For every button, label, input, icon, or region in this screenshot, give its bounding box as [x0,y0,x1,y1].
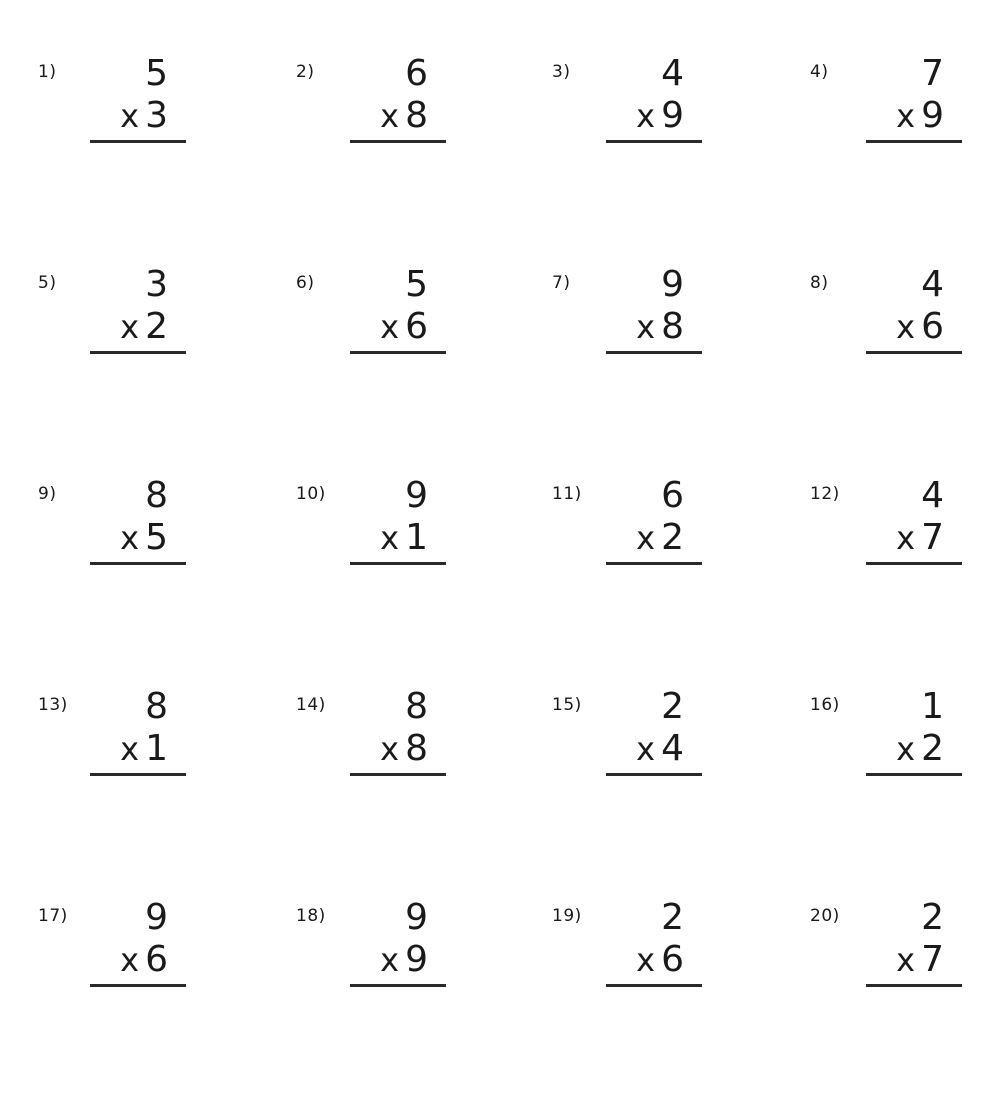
answer-line [90,351,186,354]
top-operand: 4 [921,475,944,516]
answer-line [866,773,962,776]
times-sign: x [380,941,400,979]
top-operand: 8 [405,686,428,727]
times-sign: x [896,519,916,557]
bottom-operand: 9 [661,95,684,136]
top-operand: 7 [921,53,944,94]
bottom-operand: 1 [145,728,168,769]
problem-body [90,896,186,987]
problem-12 [750,474,1000,685]
problem-body [350,263,446,354]
bottom-row [866,307,962,347]
problem-body [90,474,186,565]
problem-number: 6) [296,273,315,293]
answer-line [90,773,186,776]
bottom-operand: 7 [921,939,944,980]
problem-body [350,896,446,987]
problem-number: 20) [810,906,840,926]
problem-body [866,685,962,776]
top-operand: 6 [661,475,684,516]
answer-line [350,773,446,776]
problem-number: 8) [810,273,829,293]
bottom-row [866,96,962,136]
bottom-operand: 9 [921,95,944,136]
problem-number: 2) [296,62,315,82]
problem-number: 16) [810,695,840,715]
answer-line [90,984,186,987]
answer-line [350,562,446,565]
problem-body [606,52,702,143]
answer-line [866,984,962,987]
problem-number: 5) [38,273,57,293]
answer-line [350,140,446,143]
bottom-row [866,518,962,558]
times-sign: x [120,97,140,135]
problem-number: 18) [296,906,326,926]
bottom-operand: 5 [145,517,168,558]
times-sign: x [380,308,400,346]
problem-body [350,474,446,565]
problem-body [350,52,446,143]
problem-6 [250,263,500,474]
problem-body [606,263,702,354]
top-operand: 1 [921,686,944,727]
problem-body [866,474,962,565]
top-operand: 4 [661,53,684,94]
bottom-row [350,96,446,136]
problem-16 [750,685,1000,896]
bottom-operand: 8 [661,306,684,347]
bottom-row [606,96,702,136]
problem-body [350,685,446,776]
problem-14 [250,685,500,896]
problem-10 [250,474,500,685]
answer-line [90,140,186,143]
problem-number: 10) [296,484,326,504]
top-operand: 9 [145,897,168,938]
problem-number: 4) [810,62,829,82]
problem-body [866,263,962,354]
times-sign: x [896,730,916,768]
top-operand: 9 [405,897,428,938]
bottom-row [606,307,702,347]
bottom-row [350,307,446,347]
times-sign: x [896,308,916,346]
problem-20 [750,896,1000,1107]
answer-line [606,773,702,776]
problem-2 [250,52,500,263]
top-operand: 9 [661,264,684,305]
bottom-row [90,96,186,136]
problem-number: 17) [38,906,68,926]
bottom-row [350,940,446,980]
problem-body [606,685,702,776]
problem-19 [500,896,750,1107]
bottom-operand: 1 [405,517,428,558]
bottom-operand: 2 [921,728,944,769]
problem-9 [0,474,250,685]
bottom-operand: 3 [145,95,168,136]
top-operand: 5 [145,53,168,94]
problem-number: 19) [552,906,582,926]
bottom-operand: 4 [661,728,684,769]
problem-number: 9) [38,484,57,504]
top-operand: 3 [145,264,168,305]
bottom-row [350,729,446,769]
problem-18 [250,896,500,1107]
bottom-row [90,518,186,558]
problem-body [606,896,702,987]
problem-body [866,52,962,143]
problem-number: 1) [38,62,57,82]
answer-line [90,562,186,565]
bottom-operand: 8 [405,728,428,769]
times-sign: x [636,941,656,979]
top-operand: 8 [145,475,168,516]
problem-7 [500,263,750,474]
problem-number: 11) [552,484,582,504]
times-sign: x [120,519,140,557]
top-operand: 6 [405,53,428,94]
problem-number: 12) [810,484,840,504]
top-operand: 8 [145,686,168,727]
problem-body [866,896,962,987]
bottom-operand: 6 [661,939,684,980]
answer-line [606,140,702,143]
times-sign: x [896,97,916,135]
times-sign: x [120,308,140,346]
problem-1 [0,52,250,263]
answer-line [350,351,446,354]
top-operand: 9 [405,475,428,516]
bottom-row [606,518,702,558]
times-sign: x [120,941,140,979]
bottom-operand: 7 [921,517,944,558]
answer-line [606,984,702,987]
bottom-row [90,307,186,347]
bottom-row [866,940,962,980]
problem-body [90,685,186,776]
times-sign: x [636,730,656,768]
problem-body [90,52,186,143]
problem-number: 14) [296,695,326,715]
times-sign: x [636,97,656,135]
problem-17 [0,896,250,1107]
bottom-row [350,518,446,558]
problem-number: 3) [552,62,571,82]
times-sign: x [636,308,656,346]
bottom-operand: 2 [661,517,684,558]
top-operand: 2 [661,686,684,727]
answer-line [350,984,446,987]
problem-5 [0,263,250,474]
problem-13 [0,685,250,896]
bottom-row [606,940,702,980]
answer-line [606,351,702,354]
bottom-operand: 6 [405,306,428,347]
times-sign: x [636,519,656,557]
problem-3 [500,52,750,263]
problem-8 [750,263,1000,474]
bottom-row [606,729,702,769]
problem-11 [500,474,750,685]
times-sign: x [120,730,140,768]
bottom-operand: 6 [921,306,944,347]
bottom-row [90,940,186,980]
times-sign: x [380,97,400,135]
answer-line [866,351,962,354]
problem-number: 13) [38,695,68,715]
answer-line [866,140,962,143]
bottom-row [866,729,962,769]
problem-body [90,263,186,354]
times-sign: x [380,519,400,557]
bottom-row [90,729,186,769]
bottom-operand: 8 [405,95,428,136]
bottom-operand: 6 [145,939,168,980]
top-operand: 2 [661,897,684,938]
times-sign: x [896,941,916,979]
problem-body [606,474,702,565]
top-operand: 2 [921,897,944,938]
problem-number: 15) [552,695,582,715]
bottom-operand: 9 [405,939,428,980]
top-operand: 5 [405,264,428,305]
problem-number: 7) [552,273,571,293]
bottom-operand: 2 [145,306,168,347]
answer-line [606,562,702,565]
problem-4 [750,52,1000,263]
problem-15 [500,685,750,896]
top-operand: 4 [921,264,944,305]
times-sign: x [380,730,400,768]
answer-line [866,562,962,565]
